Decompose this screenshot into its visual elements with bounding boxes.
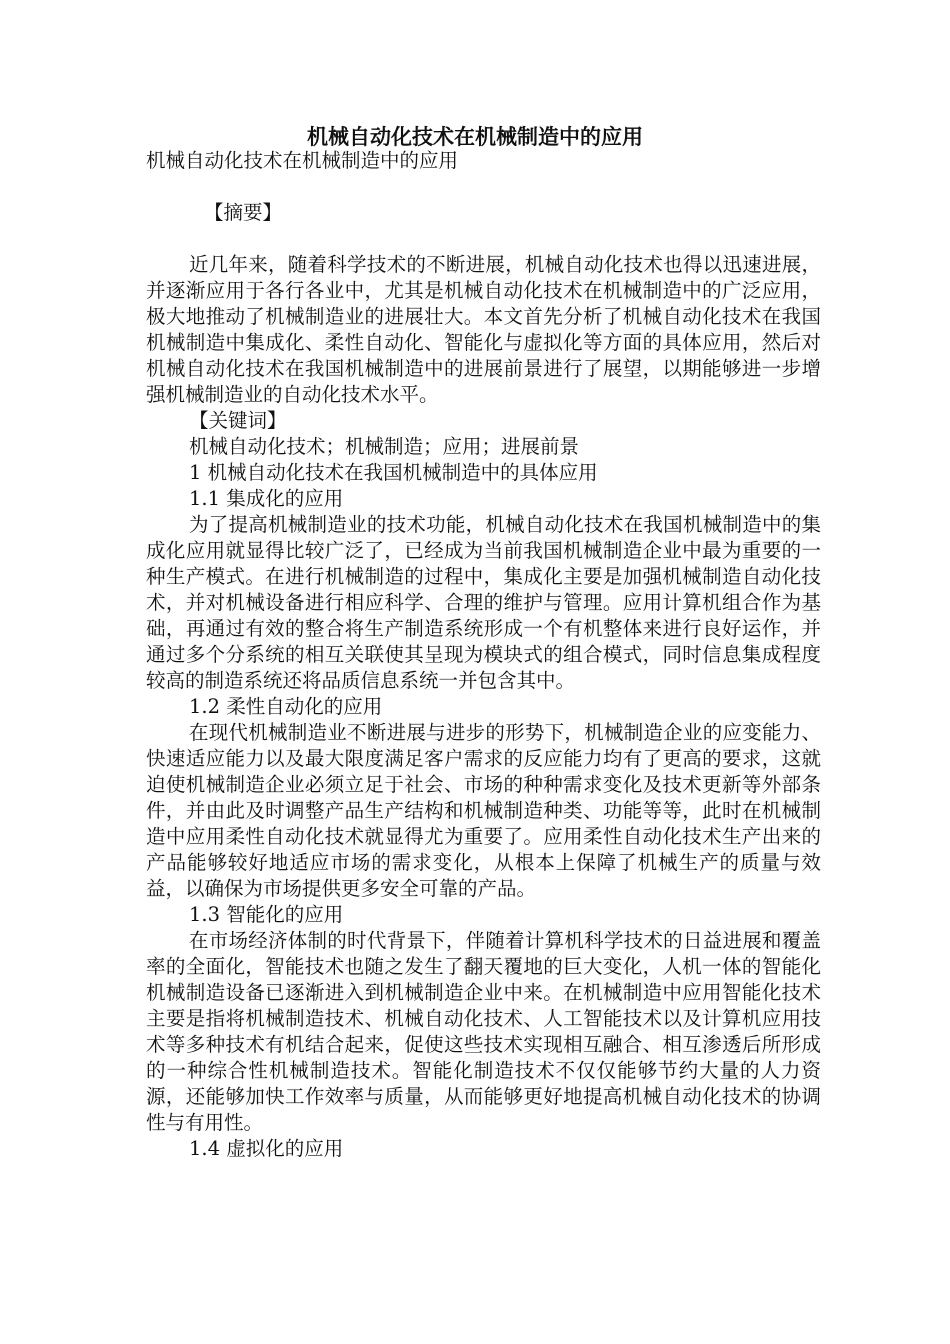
subsection-heading-intelligence: 1.3 智能化的应用 (189, 903, 344, 926)
keywords-heading: 【关键词】 (189, 409, 287, 432)
document-title: 机械自动化技术在机械制造中的应用 (307, 125, 643, 149)
document-subtitle: 机械自动化技术在机械制造中的应用 (146, 149, 459, 172)
abstract-paragraph: 近几年来，随着科学技术的不断进展，机械自动化技术也得以迅速进展，并逐渐应用于各行各业中，尤其是机械自动化技术在机械制造中的广泛应用，极大地推动了机械制造业的进展壮大。本文首先分析了机械自动化技术在我国机械制造中集成化、柔性自动化、智能化与虚拟化等方面的具体应用，然后对机械自动化技术在我国机械制造中的进展前景进行了展望，以期能够进一步增强机械制造业的自动化技术水平。 (146, 253, 821, 406)
paragraph-flexible-automation: 在现代机械制造业不断进展与进步的形势下，机械制造企业的应变能力、快速适应能力以及最大限度满足客户需求的反应能力均有了更高的要求，这就迫使机械制造企业必须立足于社会、市场的种种需求变化及技术更新等外部条件，并由此及时调整产品生产结构和机械制造种类、功能等等，此时在机械制造中应用柔性自动化技术就显得尤为重要了。应用柔性自动化技术生产出来的产品能够较好地适应市场的需求变化，从根本上保障了机械生产的质量与效益，以确保为市场提供更多安全可靠的产品。 (146, 721, 821, 900)
paragraph-intelligence: 在市场经济体制的时代背景下，伴随着计算机科学技术的日益进展和覆盖率的全面化，智能技术也随之发生了翻天覆地的巨大变化，人机一体的智能化机械制造设备已逐渐进入到机械制造企业中来。在机械制造中应用智能化技术主要是指将机械制造技术、机械自动化技术、人工智能技术以及计算机应用技术等多种技术有机结合起来，促使这些技术实现相互融合、相互渗透后所形成的一种综合性机械制造技术。智能化制造技术不仅仅能够节约大量的人力资源，还能够加快工作效率与质量，从而能够更好地提高机械自动化技术的协调性与有用性。 (146, 929, 821, 1134)
paragraph-integration: 为了提高机械制造业的技术功能，机械自动化技术在我国机械制造中的集成化应用就显得比较广泛了，已经成为当前我国机械制造企业中最为重要的一种生产模式。在进行机械制造的过程中，集成化主要是加强机械制造自动化技术，并对机械设备进行相应科学、合理的维护与管理。应用计算机组合作为基础，再通过有效的整合将生产制造系统形成一个有机整体来进行良好运作，并通过多个分系统的相互关联使其呈现为模块式的组合模式，同时信息集成程度较高的制造系统还将品质信息系统一并包含其中。 (146, 513, 821, 692)
abstract-heading: 【摘要】 (204, 201, 283, 224)
document-body (146, 148, 821, 1162)
subsection-heading-integration: 1.1 集成化的应用 (189, 487, 344, 510)
section-heading: 1 机械自动化技术在我国机械制造中的具体应用 (189, 461, 598, 484)
keywords-text: 机械自动化技术；机械制造；应用；进展前景 (189, 435, 580, 458)
subsection-heading-virtualization: 1.4 虚拟化的应用 (189, 1137, 344, 1160)
subsection-heading-flexible-automation: 1.2 柔性自动化的应用 (189, 695, 383, 718)
